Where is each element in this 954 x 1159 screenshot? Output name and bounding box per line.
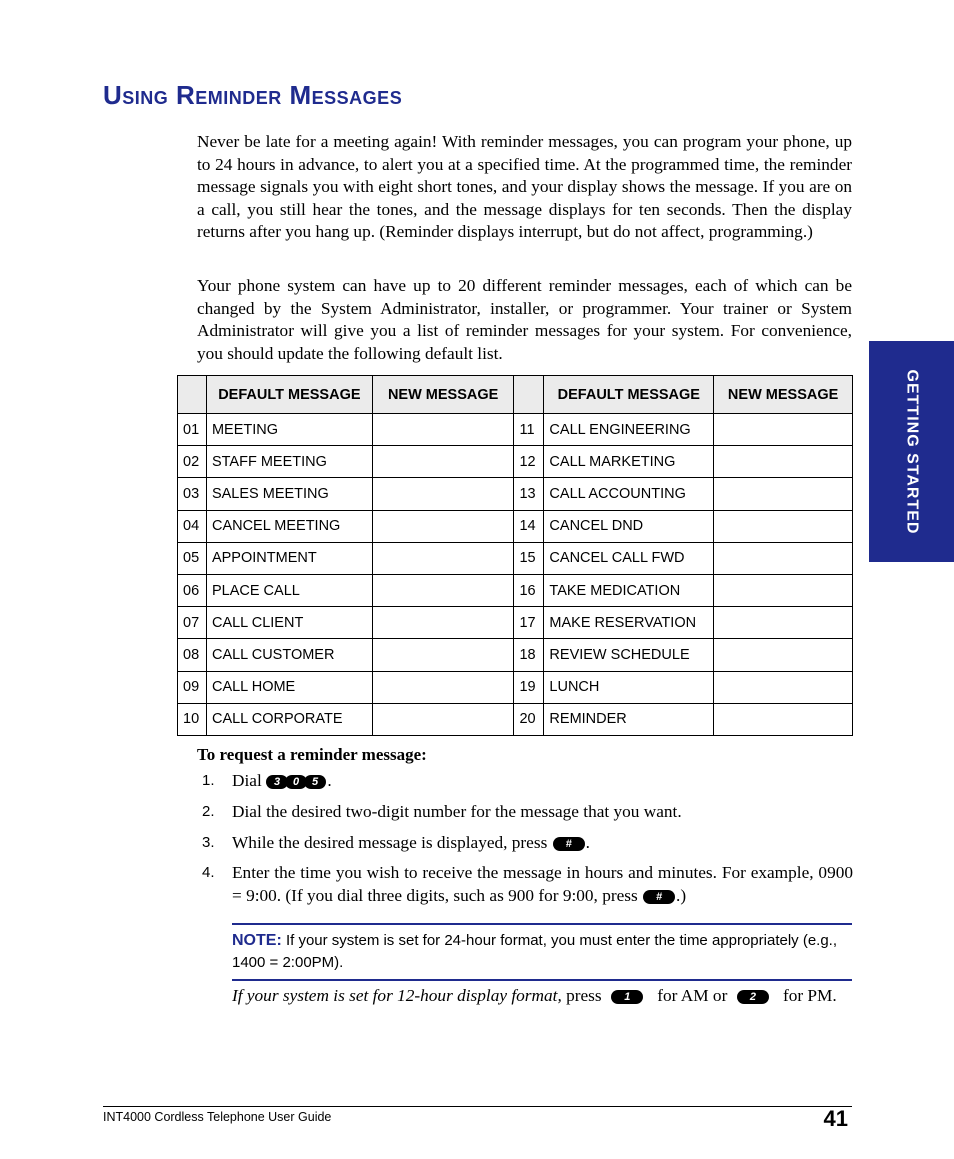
new-message-cell	[372, 574, 514, 606]
table-header-row	[178, 376, 853, 414]
header-number-cell	[514, 376, 544, 414]
key-0-icon: 0	[285, 775, 307, 789]
new-message-cell	[372, 607, 514, 639]
press-text: press	[566, 986, 602, 1005]
new-message-cell	[714, 639, 853, 671]
step-1	[197, 770, 853, 793]
header-default-message: DEFAULT MESSAGE	[544, 376, 714, 414]
step-number: 3.	[202, 834, 215, 851]
new-message-cell	[372, 542, 514, 574]
note-text: If your system is set for 24-hour format, you must enter the time appropriately (e.g., 1400 = 2:00PM).	[232, 932, 838, 971]
twelve-hour-instruction	[232, 985, 852, 1008]
messages-paragraph: Your phone system can have up to 20 different reminder messages, each of which can be changed by the System Administrator, installer, or programmer. Your trainer or System Administrator will give you a list of reminder messages for your system. For convenience, you should update the following default list.	[197, 276, 852, 363]
for-am-text: for AM or	[657, 986, 728, 1005]
request-heading: To request a reminder message:	[197, 745, 427, 764]
table-row	[178, 414, 853, 446]
note-box	[232, 923, 852, 981]
new-message-cell	[372, 703, 514, 735]
twelve-hour-italic: If your system is set for 12-hour display format,	[232, 986, 562, 1005]
new-message-cell	[372, 510, 514, 542]
message-number-cell: 05	[178, 542, 207, 574]
table-row	[178, 510, 853, 542]
key-hash-icon: #	[643, 890, 675, 904]
step-text-post: .	[327, 771, 332, 790]
header-new-message: NEW MESSAGE	[714, 376, 853, 414]
step-text-pre: Dial	[232, 771, 262, 790]
new-message-cell	[714, 510, 853, 542]
footer-guide-title: INT4000 Cordless Telephone User Guide	[103, 1110, 332, 1124]
section-tab-label: GETTING STARTED	[903, 369, 921, 534]
step-text-post: .	[585, 833, 590, 852]
message-number-cell: 03	[178, 478, 207, 510]
default-message-cell: CANCEL MEETING	[206, 510, 372, 542]
message-number-cell: 04	[178, 510, 207, 542]
message-number-cell: 01	[178, 414, 207, 446]
default-message-cell: CALL MARKETING	[544, 446, 714, 478]
default-message-cell: REVIEW SCHEDULE	[544, 639, 714, 671]
step-text: Dial the desired two-digit number for the message that you want.	[232, 802, 682, 821]
key-2-icon: 2	[737, 990, 769, 1004]
footer-divider	[103, 1106, 852, 1107]
step-number: 2.	[202, 803, 215, 820]
new-message-cell	[714, 607, 853, 639]
message-number-cell: 09	[178, 671, 207, 703]
message-number-cell: 02	[178, 446, 207, 478]
table-row	[178, 607, 853, 639]
for-pm-text: for PM.	[782, 986, 837, 1005]
page-number: 41	[823, 1106, 848, 1131]
step-number: 4.	[202, 864, 215, 881]
message-number-cell: 06	[178, 574, 207, 606]
new-message-cell	[372, 639, 514, 671]
message-number-cell: 07	[178, 607, 207, 639]
default-message-cell: CALL ENGINEERING	[544, 414, 714, 446]
default-message-cell: TAKE MEDICATION	[544, 574, 714, 606]
step-4	[197, 862, 853, 907]
reminder-messages-table	[177, 375, 853, 736]
default-message-cell: CALL HOME	[206, 671, 372, 703]
table-row	[178, 542, 853, 574]
key-1-icon: 1	[611, 990, 643, 1004]
default-message-cell: CALL CORPORATE	[206, 703, 372, 735]
step-text	[232, 770, 853, 793]
message-number-cell: 19	[514, 671, 544, 703]
page-title: Using Reminder Messages	[103, 80, 403, 110]
default-message-cell: CALL CUSTOMER	[206, 639, 372, 671]
table-row	[178, 446, 853, 478]
message-number-cell: 18	[514, 639, 544, 671]
table-row	[178, 574, 853, 606]
default-message-cell: REMINDER	[544, 703, 714, 735]
default-message-cell: CALL CLIENT	[206, 607, 372, 639]
default-message-cell: STAFF MEETING	[206, 446, 372, 478]
key-5-icon: 5	[304, 775, 326, 789]
table-body	[178, 414, 853, 736]
new-message-cell	[714, 446, 853, 478]
new-message-cell	[714, 478, 853, 510]
header-number-cell	[178, 376, 207, 414]
table-row	[178, 478, 853, 510]
section-tab	[869, 341, 954, 562]
new-message-cell	[372, 671, 514, 703]
step-text-pre: While the desired message is displayed, press	[232, 833, 548, 852]
header-new-message: NEW MESSAGE	[372, 376, 514, 414]
message-number-cell: 08	[178, 639, 207, 671]
message-number-cell: 13	[514, 478, 544, 510]
default-message-cell: APPOINTMENT	[206, 542, 372, 574]
new-message-cell	[372, 478, 514, 510]
table-row	[178, 703, 853, 735]
message-number-cell: 20	[514, 703, 544, 735]
key-3-icon: 3	[266, 775, 288, 789]
message-number-cell: 12	[514, 446, 544, 478]
step-2	[197, 801, 853, 824]
step-text	[232, 832, 853, 855]
default-message-cell: MEETING	[206, 414, 372, 446]
message-number-cell: 15	[514, 542, 544, 574]
table-row	[178, 639, 853, 671]
new-message-cell	[714, 574, 853, 606]
default-message-cell: CANCEL DND	[544, 510, 714, 542]
table-row	[178, 671, 853, 703]
default-message-cell: SALES MEETING	[206, 478, 372, 510]
message-number-cell: 17	[514, 607, 544, 639]
step-text-pre: Enter the time you wish to receive the message in hours and minutes. For example, 0900 = 9:00. (If you dial three digits, such as 900 for 9:00, press	[232, 863, 853, 905]
key-hash-icon: #	[553, 837, 585, 851]
message-number-cell: 10	[178, 703, 207, 735]
new-message-cell	[714, 542, 853, 574]
step-text-post: .)	[676, 885, 687, 905]
default-message-cell: PLACE CALL	[206, 574, 372, 606]
new-message-cell	[714, 671, 853, 703]
message-number-cell: 16	[514, 574, 544, 606]
header-default-message: DEFAULT MESSAGE	[206, 376, 372, 414]
default-message-cell: LUNCH	[544, 671, 714, 703]
new-message-cell	[714, 414, 853, 446]
new-message-cell	[372, 414, 514, 446]
intro-paragraph: Never be late for a meeting again! With reminder messages, you can program your phone, up to 24 hours in advance, to alert you at a specified time. At the programmed time, the reminder message signals you with eight short tones, and your display shows the message. If you are on a call, you still hear the tones, and the message displays for ten seconds. Then the display returns after you hang up. (Reminder displays interrupt, but do not affect, programming.)	[197, 132, 852, 242]
step-3	[197, 832, 853, 855]
default-message-cell: MAKE RESERVATION	[544, 607, 714, 639]
default-message-cell: CANCEL CALL FWD	[544, 542, 714, 574]
note-label: NOTE:	[232, 932, 282, 949]
new-message-cell	[372, 446, 514, 478]
step-number: 1.	[202, 772, 215, 789]
step-text	[232, 862, 853, 907]
message-number-cell: 14	[514, 510, 544, 542]
message-number-cell: 11	[514, 414, 544, 446]
default-message-cell: CALL ACCOUNTING	[544, 478, 714, 510]
new-message-cell	[714, 703, 853, 735]
